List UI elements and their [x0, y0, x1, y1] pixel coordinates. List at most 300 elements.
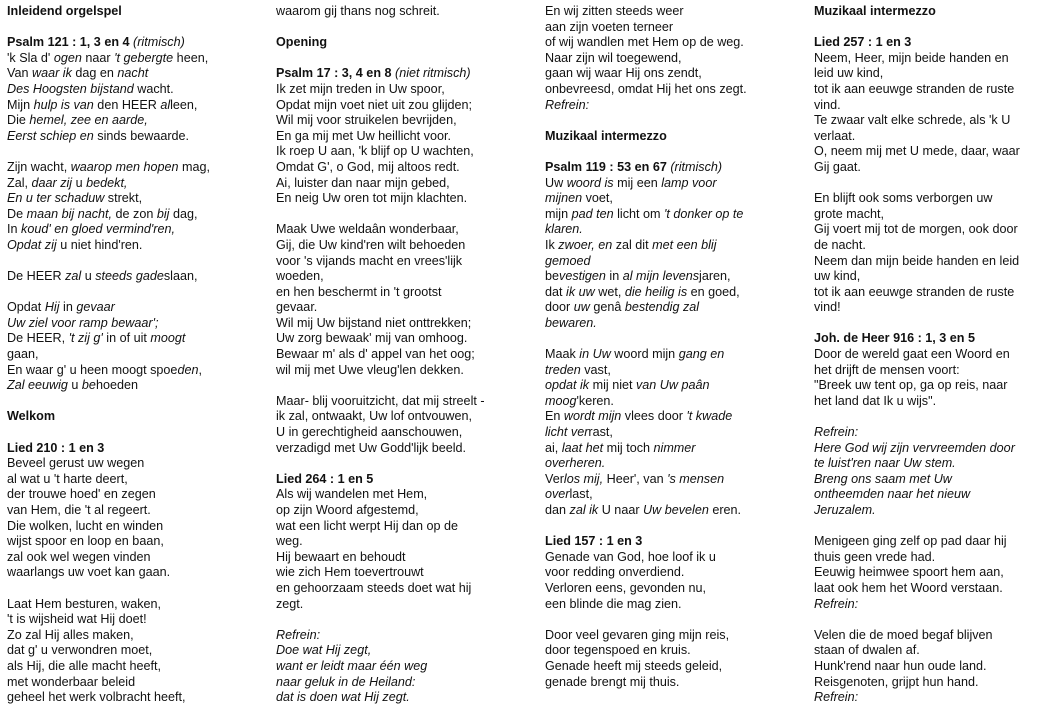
verse-line: [276, 269, 528, 285]
verse-text: Gij gaat.: [814, 159, 861, 174]
verse-text: dan: [545, 503, 570, 517]
verse-block: [7, 441, 259, 581]
verse-text: dag en: [71, 66, 118, 81]
verse-text: Die wolken, lucht en winden: [7, 518, 164, 533]
verse-text: weg.: [276, 534, 303, 549]
song-title: Lied 157 : 1 en 3: [545, 534, 643, 549]
verse-text: ai,: [545, 440, 562, 455]
verse-text: Uw: [545, 175, 567, 190]
verse-text: van Hem, die 't al regeert.: [7, 503, 151, 517]
verse-line: [276, 659, 528, 675]
verse-line: [545, 238, 797, 254]
verse-line: [276, 129, 528, 145]
verse-text: Ik roep U aan, 'k blijf op U wachten,: [276, 144, 474, 159]
verse-text: als Hij, die alle macht heeft,: [7, 658, 161, 673]
verse-text: Eeuwig heimwee spoort hem aan,: [814, 565, 1004, 580]
verse-text-italic: bewaren.: [545, 315, 597, 330]
verse-text: Uw zorg bewaak' mij van omhoog.: [276, 331, 468, 346]
verse-line: [545, 207, 797, 223]
verse-text-italic: koud' en gloed vermind'ren,: [21, 222, 175, 237]
verse-text: verzadigd met Uw Godd'lijk beeld.: [276, 440, 467, 455]
verse-line: [814, 565, 1040, 581]
verse-line: [545, 659, 797, 675]
verse-text: gaan,: [7, 347, 39, 362]
verse-line: [7, 176, 259, 192]
verse-text: En ga mij met Uw heillicht voor.: [276, 128, 451, 143]
verse-line: [545, 394, 797, 410]
verse-line: [7, 363, 259, 379]
verse-line: [7, 129, 259, 145]
verse-text-italic: van Uw paân: [636, 378, 710, 393]
verse-line: [276, 300, 528, 316]
verse-text: zegt.: [276, 596, 304, 611]
verse-text: u niet hind'ren.: [56, 237, 143, 252]
verse-line: [814, 659, 1040, 675]
verse-text-italic: lamp voor: [661, 175, 717, 190]
verse-text: de nacht.: [814, 237, 866, 252]
verse-line: [276, 285, 528, 301]
verse-text-italic: Opdat zij: [7, 237, 57, 252]
verse-line: [545, 35, 797, 51]
verse-block: [7, 597, 259, 706]
verse-text-italic: Refrein:: [814, 596, 859, 611]
verse-block: [7, 160, 259, 254]
verse-text: gaan wij waar Hij ons zendt,: [545, 66, 702, 81]
verse-line: [7, 565, 259, 581]
verse-line: [276, 113, 528, 129]
verse-text: wie zich Hem toevertrouwt: [276, 565, 424, 580]
verse-line: [814, 222, 1040, 238]
verse-text: vast,: [580, 362, 611, 377]
verse-line: [814, 285, 1040, 301]
song-title-line: [276, 472, 528, 488]
verse-text: In: [7, 222, 22, 237]
verse-text: Velen die de moed begaf blijven: [814, 627, 993, 642]
verse-text-italic: 't gebergte: [114, 50, 174, 65]
song-title-line: [814, 331, 1040, 347]
verse-text-italic: Refrein:: [814, 425, 859, 440]
verse-text: de zon: [112, 206, 157, 221]
verse-text: Van: [7, 66, 32, 81]
verse-block: [545, 534, 797, 612]
verse-line: [7, 487, 259, 503]
verse-text: en gehoorzaam steeds doet wat hij: [276, 580, 472, 595]
verse-text-italic: Hij: [44, 300, 60, 315]
verse-text: zal dit: [612, 237, 653, 252]
verse-text-italic: Uw ziel voor ramp bewaar';: [7, 315, 159, 330]
verse-text: En: [545, 409, 564, 424]
verse-text: of wij wandlen met Hem op de weg.: [545, 35, 744, 50]
verse-line: [7, 98, 259, 114]
verse-text: Menigeen ging zelf op pad daar hij: [814, 534, 1007, 549]
verse-text: voor 's vijands macht en vrees'lijk: [276, 253, 463, 268]
verse-line: [7, 503, 259, 519]
verse-line: [545, 191, 797, 207]
verse-line: [276, 425, 528, 441]
verse-text-italic: Zal eeuwig: [7, 378, 68, 393]
verse-text-italic: Uw bevelen: [643, 503, 709, 517]
verse-line: [276, 597, 528, 613]
verse-text: in: [605, 269, 623, 284]
verse-text: staan of dwalen af.: [814, 643, 920, 658]
verse-text: der trouwe hoed' en zegen: [7, 487, 156, 502]
verse-line: [545, 176, 797, 192]
song-title: Psalm 121 : 1, 3 en 4: [7, 35, 130, 50]
verse-line: [276, 550, 528, 566]
verse-line: [545, 285, 797, 301]
verse-text: wijst spoor en loop en baan,: [7, 534, 164, 549]
verse-block: [276, 222, 528, 378]
verse-block: [814, 331, 1040, 409]
song-title-line: [7, 35, 259, 51]
verse-text: sinds bewaarde.: [93, 128, 190, 143]
verse-text: woord mijn: [610, 347, 679, 362]
verse-text: rast,: [588, 425, 613, 440]
verse-line: [7, 82, 259, 98]
verse-text-italic: En u ter schaduw: [7, 191, 105, 206]
verse-line: [814, 66, 1040, 82]
verse-line: [545, 222, 797, 238]
verse-line: [276, 331, 528, 347]
verse-line: [276, 534, 528, 550]
verse-text: U naar: [598, 503, 644, 517]
verse-text-italic: zal ik: [569, 503, 599, 517]
verse-text: Reisgenoten, grijpt hun hand.: [814, 674, 979, 689]
verse-text: De HEER,: [7, 331, 69, 346]
verse-text: dag,: [169, 206, 198, 221]
verse-text-italic: 's mensen: [667, 471, 725, 486]
verse-line: [276, 160, 528, 176]
verse-text-italic: gang en: [678, 347, 725, 362]
verse-text: Gij, die Uw kind'ren wilt behoeden: [276, 237, 466, 252]
verse-text: in of uit: [102, 331, 151, 346]
verse-line: [814, 113, 1040, 129]
verse-text-italic: al mijn levens: [622, 269, 700, 284]
verse-line: [7, 378, 259, 394]
verse-text-italic: te luist'ren naar Uw stem.: [814, 456, 956, 471]
verse-line: [814, 363, 1040, 379]
verse-line: [545, 4, 797, 20]
verse-text: tot ik aan eeuwge stranden de ruste: [814, 81, 1015, 96]
verse-line: [276, 191, 528, 207]
verse-text: mag,: [178, 159, 211, 174]
verse-text-italic: want er leidt maar één weg: [276, 658, 428, 673]
verse-text: 'keren.: [576, 393, 614, 408]
verse-text-italic: uw: [573, 300, 590, 315]
verse-line: [814, 472, 1040, 488]
verse-line: [545, 300, 797, 316]
verse-line: [814, 425, 1040, 441]
verse-text: door tegenspoed en kruis.: [545, 643, 691, 658]
verse-text: Ik: [545, 237, 559, 252]
verse-text: wil mij met Uwe vleug'len dekken.: [276, 362, 464, 377]
verse-text: dat: [545, 284, 567, 299]
verse-text: Beveel gerust uw wegen: [7, 456, 145, 471]
verse-text: Opdat mijn voet niet uit zou glijden;: [276, 97, 473, 112]
verse-text-italic: wordt mijn: [563, 409, 622, 424]
verse-line: [7, 456, 259, 472]
verse-text: Zal,: [7, 175, 32, 190]
verse-line: [7, 550, 259, 566]
verse-line: [276, 144, 528, 160]
verse-line: [276, 363, 528, 379]
verse-text-italic: Refrein:: [276, 627, 321, 642]
verse-block: [814, 628, 1040, 706]
verse-line: [7, 66, 259, 82]
verse-block: [814, 35, 1040, 175]
verse-line: [814, 628, 1040, 644]
verse-block: [276, 472, 528, 612]
verse-line: [276, 675, 528, 691]
verse-text-italic: hemel, zee en aarde,: [29, 113, 148, 128]
verse-line: [814, 534, 1040, 550]
verse-text: slaan,: [163, 269, 198, 284]
verse-block: [276, 628, 528, 706]
verse-text-italic: ik uw: [566, 284, 595, 299]
verse-line: [814, 51, 1040, 67]
verse-line: [545, 409, 797, 425]
verse-line: [545, 597, 797, 613]
verse-text: woeden,: [276, 269, 324, 284]
verse-text: gevaar.: [276, 300, 318, 315]
verse-text: tot ik aan eeuwge stranden de ruste: [814, 284, 1015, 299]
verse-line: [7, 207, 259, 223]
verse-text-italic: maan bij nacht,: [26, 206, 113, 221]
verse-text: voor redding onverdiend.: [545, 565, 685, 580]
verse-block: [545, 4, 797, 113]
verse-text: Genade van God, hoe loof ik u: [545, 549, 716, 564]
verse-text: Ik zet mijn treden in Uw spoor,: [276, 81, 445, 96]
verse-line: [276, 581, 528, 597]
verse-text-italic: die heilig is: [624, 284, 688, 299]
verse-text-italic: los mij,: [563, 471, 604, 486]
verse-text: laat ook hem het Woord verstaan.: [814, 580, 1003, 595]
verse-text: Neem, Heer, mijn beide handen en: [814, 50, 1009, 65]
verse-text: heen,: [173, 50, 209, 65]
verse-text-italic: waarop men hopen: [70, 159, 179, 174]
verse-text: vlees door: [621, 409, 687, 424]
verse-line: [276, 690, 528, 706]
verse-line: [545, 347, 797, 363]
verse-text: Bewaar m' als d' appel van het oog;: [276, 347, 475, 362]
verse-text: En neig Uw oren tot mijn klachten.: [276, 191, 468, 206]
verse-line: [7, 160, 259, 176]
verse-text-italic: naar geluk in de Heiland:: [276, 674, 416, 689]
section-heading: Welkom: [7, 409, 56, 424]
verse-text-italic: be: [81, 378, 96, 393]
verse-line: [814, 503, 1040, 519]
verse-text: Te zwaar valt elke schrede, als 'k U: [814, 113, 1011, 128]
verse-block: [814, 534, 1040, 612]
verse-text: Zijn wacht,: [7, 159, 71, 174]
verse-text: Door de wereld gaat een Woord en: [814, 347, 1010, 362]
verse-line: [814, 300, 1040, 316]
verse-text: den HEER: [93, 97, 161, 112]
verse-text-italic: moog: [545, 393, 577, 408]
verse-line: [545, 254, 797, 270]
verse-text: Verloren eens, gevonden nu,: [545, 580, 707, 595]
verse-text: waarlangs uw voet kan gaan.: [7, 565, 171, 580]
verse-line: [545, 98, 797, 114]
verse-text-italic: hulp is van: [33, 97, 94, 112]
verse-text: voet,: [582, 191, 613, 206]
verse-text-italic: bedekt,: [86, 175, 128, 190]
verse-text: Wil mij Uw bijstand niet onttrekken;: [276, 315, 472, 330]
verse-line: [276, 254, 528, 270]
verse-line: [814, 347, 1040, 363]
verse-text: De: [7, 206, 27, 221]
verse-text: aan zijn voeten terneer: [545, 19, 674, 34]
verse-text: En waar g' u heen moogt spoe: [7, 362, 178, 377]
verse-text-italic: over: [545, 487, 570, 502]
verse-line: [276, 519, 528, 535]
verse-text-italic: licht ver: [545, 425, 589, 440]
verse-text: ,: [198, 362, 202, 377]
verse-line: [276, 565, 528, 581]
verse-line: [276, 503, 528, 519]
verse-line: [7, 300, 259, 316]
verse-text: een blinde die mag zien.: [545, 596, 682, 611]
verse-text: u: [81, 269, 96, 284]
verse-text-italic: zal: [65, 269, 82, 284]
verse-text-italic: al: [160, 97, 171, 112]
song-title-line: [545, 160, 797, 176]
verse-text: zal ook wel wegen vinden: [7, 549, 151, 564]
verse-line: [276, 487, 528, 503]
verse-line: [276, 409, 528, 425]
verse-line: [545, 472, 797, 488]
verse-text: Gij voert mij tot de morgen, ook door: [814, 222, 1018, 237]
verse-block: [545, 347, 797, 519]
verse-text-italic: treden: [545, 362, 581, 377]
verse-text: Hunk'rend naar hun oude land.: [814, 658, 987, 673]
column-3: [545, 4, 797, 706]
verse-text-italic: woord is: [566, 175, 614, 190]
verse-text-italic: 't kwade: [686, 409, 733, 424]
song-title: Joh. de Heer 916 : 1, 3 en 5: [814, 331, 975, 346]
verse-text: genâ: [589, 300, 625, 315]
verse-line: [7, 612, 259, 628]
verse-text: Door veel gevaren ging mijn reis,: [545, 627, 730, 642]
verse-text: dat g' u verwondren moet,: [7, 643, 153, 658]
song-title: Lied 210 : 1 en 3: [7, 440, 105, 455]
verse-text: strekt,: [104, 191, 143, 206]
verse-block: [276, 4, 528, 20]
verse-line: [7, 659, 259, 675]
verse-text-italic: Eerst schiep en: [7, 128, 94, 143]
song-title-line: [7, 441, 259, 457]
verse-text: Maak Uwe weldaân wonderbaar,: [276, 222, 459, 237]
verse-block: [7, 300, 259, 394]
verse-text: en goed,: [687, 284, 740, 299]
verse-text: wet,: [594, 284, 625, 299]
verse-text: O, neem mij met U mede, daar, waar: [814, 144, 1020, 159]
verse-line: [814, 441, 1040, 457]
verse-text-italic: Refrein:: [814, 690, 859, 705]
verse-text: geheel het werk volbracht heeft,: [7, 690, 186, 705]
verse-text: onbevreesd, omdat Hij het ons zegt.: [545, 81, 747, 96]
verse-line: [814, 675, 1040, 691]
verse-text: mijn: [545, 206, 572, 221]
song-title: Lied 264 : 1 en 5: [276, 471, 374, 486]
section-heading: Inleidend orgelspel: [7, 4, 122, 18]
song-note: (ritmisch): [133, 35, 185, 50]
verse-line: [7, 238, 259, 254]
verse-text-italic: 't zij g': [68, 331, 103, 346]
verse-text: wat een licht werpt Hij dan op de: [276, 518, 459, 533]
verse-text: Als wij wandelen met Hem,: [276, 487, 428, 502]
verse-text: ik zal, ontwaakt, Uw lof ontvouwen,: [276, 409, 472, 424]
verse-text-italic: gevaar: [76, 300, 115, 315]
verse-line: [276, 347, 528, 363]
verse-line: [276, 222, 528, 238]
verse-text: jaren,: [699, 269, 731, 284]
verse-text: eren.: [708, 503, 742, 517]
verse-line: [276, 4, 528, 20]
verse-text: Maar- blij vooruitzicht, dat mij streelt -: [276, 393, 485, 408]
section-heading: Muzikaal intermezzo: [545, 128, 667, 143]
verse-text: grote macht,: [814, 206, 884, 221]
verse-line: [7, 519, 259, 535]
verse-line: [7, 269, 259, 285]
verse-text-italic: ontheemden naar het nieuw: [814, 487, 971, 502]
verse-line: [7, 534, 259, 550]
verse-line: [7, 690, 259, 706]
verse-text: vind!: [814, 300, 841, 315]
verse-line: [545, 269, 797, 285]
column-4: [814, 4, 1040, 721]
verse-text-italic: pad ten: [571, 206, 614, 221]
verse-text-italic: Des Hoogsten bijstand: [7, 81, 134, 96]
verse-text-italic: Doe wat Hij zegt,: [276, 643, 372, 658]
verse-block: [7, 35, 259, 144]
verse-text-italic: Here God wij zijn vervreemden door: [814, 440, 1015, 455]
verse-text: Neem dan mijn beide handen en leid: [814, 253, 1020, 268]
verse-text-italic: nimmer: [653, 440, 696, 455]
verse-line: [545, 363, 797, 379]
verse-text: naar: [81, 50, 115, 65]
verse-line: [814, 643, 1040, 659]
verse-line: [7, 191, 259, 207]
verse-line: [545, 82, 797, 98]
verse-text: be: [545, 269, 560, 284]
verse-line: [7, 51, 259, 67]
song-title-line: [814, 35, 1040, 51]
verse-text-italic: met een blij: [652, 237, 717, 252]
verse-line: [814, 550, 1040, 566]
verse-line: [545, 66, 797, 82]
verse-text: op zijn Woord afgestemd,: [276, 503, 419, 517]
section-heading: Muzikaal intermezzo: [814, 4, 936, 18]
verse-line: [814, 160, 1040, 176]
verse-line: [545, 316, 797, 332]
verse-line: [276, 394, 528, 410]
verse-text: met wonderbaar beleid: [7, 674, 136, 689]
verse-line: [545, 550, 797, 566]
verse-line: [545, 378, 797, 394]
verse-text: Opdat: [7, 300, 45, 315]
verse-line: [814, 690, 1040, 706]
verse-line: [276, 316, 528, 332]
verse-line: [276, 238, 528, 254]
verse-text-italic: moogt: [150, 331, 186, 346]
verse-text: Zo zal Hij alles maken,: [7, 627, 134, 642]
verse-text-italic: laat het: [561, 440, 604, 455]
verse-block: [545, 160, 797, 332]
verse-text-italic: nacht: [117, 66, 149, 81]
verse-line: [545, 565, 797, 581]
verse-text: licht om: [613, 206, 665, 221]
